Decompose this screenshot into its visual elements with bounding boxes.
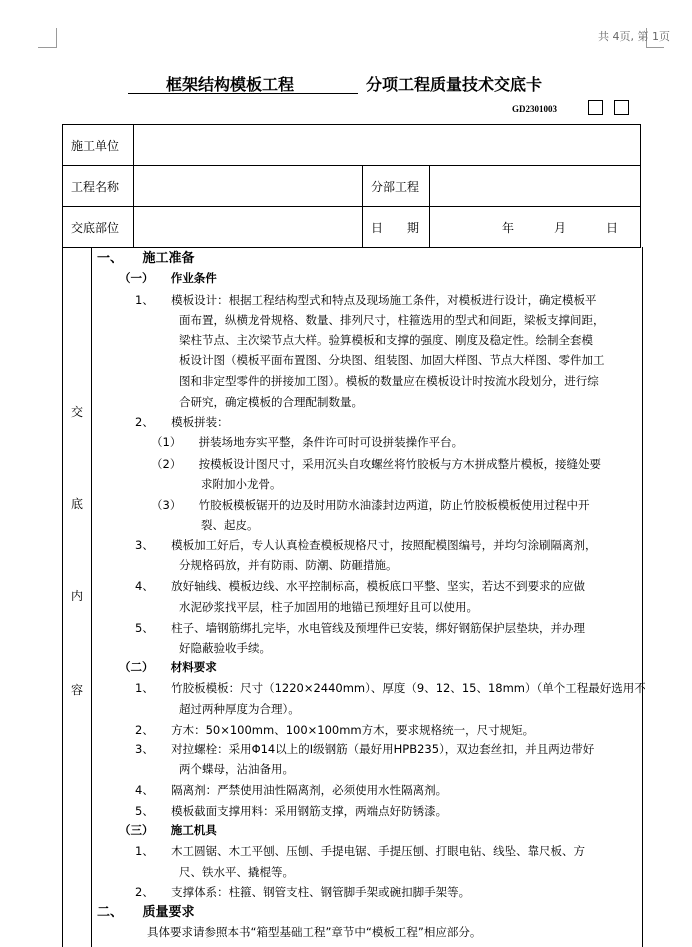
briefing-part-value[interactable] — [134, 207, 363, 248]
document-title — [128, 72, 588, 94]
year-label: 年 — [502, 220, 515, 235]
text-line: 合研究，确定模板的合理配制数量。 — [179, 395, 363, 409]
text-line: 水泥砂浆找平层，柱子加固用的地锚已预埋好且可以使用。 — [179, 600, 478, 614]
day-label: 日 — [606, 220, 619, 235]
construction-unit-label: 施工单位 — [63, 125, 134, 166]
text-line: 好隐蔽验收手续。 — [179, 641, 271, 655]
text-line: 板设计图（模板平面布置图、分块图、组装图、加固大样图、节点大样图、零件加工 — [179, 353, 605, 367]
crop-mark-top-left-v — [56, 28, 57, 48]
text-line: 3、 对拉螺栓：采用Φ14以上的Ⅰ级钢筋（最好用HPB235），双边套丝扣，并且两边带好 — [135, 742, 595, 756]
subsection-heading: （二） 材料要求 — [119, 660, 217, 674]
text-line: 面布置，纵横龙骨规格、数量、排列尺寸，柱箍选用的型式和间距，梁板支撑间距， — [179, 313, 605, 327]
side-label-column — [63, 247, 92, 947]
side-label-char: 容 — [70, 683, 83, 697]
title-part-card: 分项工程质量技术交底卡 — [366, 75, 543, 94]
text-line: 裂、起皮。 — [201, 518, 259, 532]
crop-mark-top-left-h — [38, 47, 56, 48]
header-table — [62, 124, 641, 248]
text-line: 求附加小龙骨。 — [201, 477, 282, 491]
text-line: 1、 模板设计：根据工程结构型式和特点及现场施工条件，对模板进行设计，确定模板平 — [135, 293, 597, 307]
crop-mark-top-right-h — [646, 47, 664, 48]
text-line: 梁柱节点、主次梁节点大样。验算模板和支撑的强度、刚度及稳定性。绘制全套模 — [179, 333, 593, 347]
text-line: 4、 放好轴线、模板边线、水平控制标高，模板底口平整、坚实，若达不到要求的应做 — [135, 579, 586, 593]
page-number: 共 4页, 第 1页 — [598, 30, 670, 43]
construction-unit-value[interactable] — [134, 125, 641, 166]
checkbox-2[interactable] — [614, 100, 629, 115]
text-line: （1） 拼装场地夯实平整，条件许可时可设拼装操作平台。 — [151, 435, 464, 449]
sub-project-label: 分部工程 — [363, 166, 430, 207]
text-line: 1、 木工圆锯、木工平刨、压刨、手提电锯、手提压刨、打眼电钻、线坠、靠尺板、方 — [135, 844, 586, 858]
date-value[interactable] — [430, 207, 641, 248]
project-name-label: 工程名称 — [63, 166, 134, 207]
text-line: 2、 支撑体系：柱箍、钢管支柱、钢管脚手架或碗扣脚手架等。 — [135, 885, 471, 899]
text-line: 5、 柱子、墙钢筋绑扎完毕，水电管线及预埋件已安装，绑好钢筋保护层垫块，并办理 — [135, 621, 586, 635]
text-line: 3、 模板加工好后，专人认真检查模板规格尺寸，按照配模图编号，并均匀涂刷隔离剂， — [135, 538, 597, 552]
title-underline — [128, 93, 358, 94]
text-line: 4、 隔离剂：严禁使用油性隔离剂，必须使用水性隔离剂。 — [135, 783, 448, 797]
project-name-value[interactable] — [134, 166, 363, 207]
title-part-project: 框架结构模板工程 — [166, 75, 295, 94]
text-line: （2） 按模板设计图尺寸，采用沉头自攻螺丝将竹胶板与方木拼成整片模板，接缝处要 — [151, 457, 602, 471]
text-line: 5、 模板截面支撑用料：采用钢筋支撑，两端点好防锈漆。 — [135, 804, 448, 818]
subsection-heading: （三） 施工机具 — [119, 823, 217, 837]
sub-project-value[interactable] — [430, 166, 641, 207]
subsection-heading: （一） 作业条件 — [119, 271, 217, 285]
text-line: 2、 方木：50×100mm、100×100mm方木，要求规格统一，尺寸规矩。 — [135, 723, 535, 737]
text-line: 2、 模板拼装： — [135, 415, 229, 429]
text-line: 超过两种厚度为合理）。 — [179, 702, 300, 716]
text-line: 两个蝶母，沾油备用。 — [179, 762, 294, 776]
checkbox-1[interactable] — [588, 100, 603, 115]
text-line: （3） 竹胶板模板锯开的边及时用防水油漆封边两道，防止竹胶板模板使用过程中开 — [151, 498, 590, 512]
side-label-char: 底 — [70, 497, 83, 511]
side-label-char: 内 — [70, 589, 83, 603]
section-heading: 一、 施工准备 — [97, 251, 195, 266]
text-line: 图和非定型零件的拼接加工图）。模板的数量应在模板设计时按流水段划分，进行综 — [179, 374, 599, 388]
text-line: 分规格码放，并有防雨、防潮、防砸措施。 — [179, 558, 398, 572]
side-label-char: 交 — [70, 405, 83, 419]
briefing-content — [62, 247, 646, 947]
date-label: 日 期 — [363, 207, 430, 248]
briefing-part-label: 交底部位 — [63, 207, 134, 248]
month-label: 月 — [554, 220, 567, 235]
section-heading: 二、 质量要求 — [97, 905, 195, 920]
document-code: GD2301003 — [512, 104, 557, 114]
text-line: 尺、铁水平、撬棍等。 — [179, 865, 294, 879]
text-line: 1、 竹胶板模板：尺寸（1220×2440mm）、厚度（9、12、15、18mm）（单个工程最好选用不 — [135, 681, 646, 695]
text-line: 具体要求请参照本书“箱型基础工程”章节中“模板工程”相应部分。 — [147, 925, 482, 939]
